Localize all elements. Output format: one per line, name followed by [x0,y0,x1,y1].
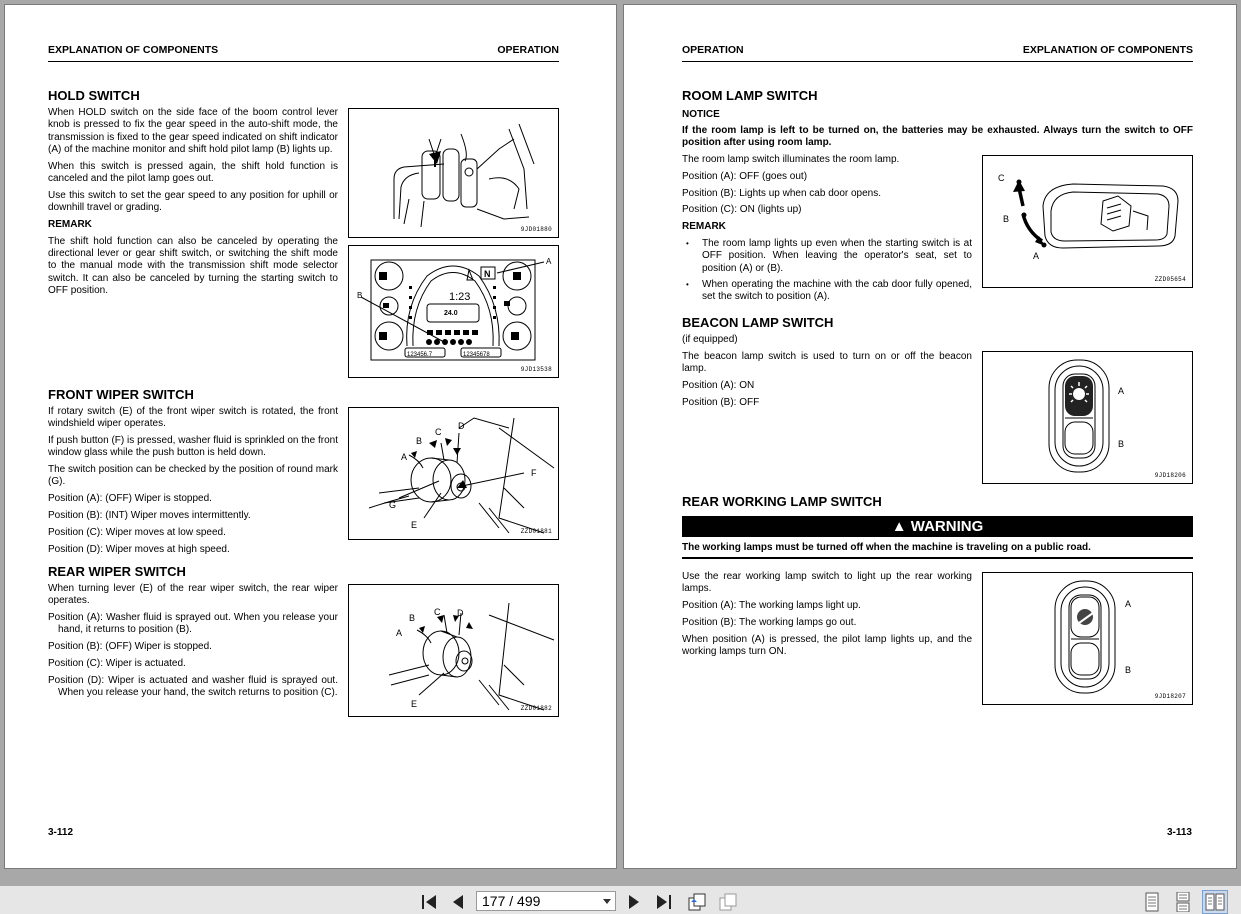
label-a: A [401,452,408,462]
label-d: D [457,608,464,618]
label-c: C [998,173,1005,183]
beacon-switch-drawing [983,352,1192,483]
label-a: A [1125,599,1132,609]
notice-label: NOTICE [682,109,720,120]
paragraph: Position (B): Lights up when cab door opens. [682,187,882,199]
rear-wiper-drawing [349,585,558,716]
paragraph: Position (A): OFF (goes out) [682,170,808,182]
paragraph: Position (C): ON (lights up) [682,204,802,216]
paragraph: When turning lever (E) of the rear wiper switch, the rear wiper operates. [48,583,338,607]
beacon-lamp-title: BEACON LAMP SWITCH [682,315,834,330]
label-b: B [1003,214,1010,224]
header-right: OPERATION [497,44,559,56]
next-page-button[interactable] [623,891,645,913]
label-c: C [435,427,442,437]
paragraph: If rotary switch (E) of the front wiper switch is rotated, the front windshield wiper operates. [48,406,338,430]
paragraph: Position (B): (INT) Wiper moves intermittently. [48,510,251,522]
last-page-icon [655,893,673,911]
page-number: 3-112 [48,827,74,838]
beacon-lamp-figure [982,351,1193,484]
room-lamp-drawing [983,156,1192,287]
header-left: OPERATION [682,44,744,56]
label-a: A [546,257,552,266]
single-page-icon [1144,892,1160,912]
list-item: • When operating the machine with the cab door fully opened, set the switch to position (A). [682,279,972,304]
prev-page-icon [449,893,467,911]
header-left: EXPLANATION OF COMPONENTS [48,44,219,56]
paragraph: Position (C): Wiper moves at low speed. [48,526,226,538]
left-page [4,4,617,869]
paragraph: The switch position can be checked by the position of round mark (G). [48,464,338,488]
paragraph: Position (A): (OFF) Wiper is stopped. [48,493,212,505]
paragraph: Use this switch to set the gear speed to any position for uphill or downhill travel or grading. [48,189,338,214]
label-b: B [1118,439,1125,449]
first-page-icon [420,893,438,911]
continuous-page-view-button[interactable] [1172,891,1194,913]
next-view-button[interactable] [717,891,739,913]
figure-code: ZZD05654 [1154,276,1186,283]
figure-code: 9JD01880 [520,226,552,233]
rear-wiper-text [48,583,338,704]
warning-text: The working lamps must be turned off when the machine is traveling on a public road. [682,542,1193,559]
prev-view-icon [687,892,707,912]
page-number: 3-113 [1166,827,1192,838]
label-n: N [484,269,491,279]
figure-code: 9JD13538 [520,366,552,373]
figure-code: ZZD01881 [520,528,552,535]
clock-readout: 1:23 [449,291,471,303]
label-a: A [1033,251,1040,261]
room-lamp-text [682,154,972,307]
odometer-2: 12345678 [463,352,490,358]
prev-page-button[interactable] [447,891,469,913]
beacon-lamp-text [682,334,972,413]
paragraph: When position (A) is pressed, the pilot lamp lights up, and the working lamps turn ON. [682,633,972,657]
front-wiper-text [48,406,338,560]
label-b: B [357,291,363,300]
remark-label: REMARK [48,218,92,230]
notice-text: If the room lamp is left to be turned on, the batteries may be exhausted. Always turn the switch to OFF position after using room lamp. [682,125,1193,149]
paragraph: The shift hold function can also be canceled by operating the directional lever or gear shift switch, or switching the shift mode to the manual mode with the transmission shift mode selector switch. It can also be canceled by turning the starting switch to OFF position. [48,235,338,296]
chevron-down-icon[interactable] [603,899,611,904]
front-wiper-figure [348,407,559,540]
rear-working-lamp-text [682,571,972,663]
continuous-page-icon [1175,892,1191,912]
next-page-icon [625,893,643,911]
working-lamp-switch-drawing [983,573,1192,704]
label-b: B [416,436,423,446]
rear-wiper-title: REAR WIPER SWITCH [48,564,186,579]
odometer-1: 123456.7 [407,352,433,358]
label-c: C [434,607,441,617]
paragraph: Position (B): (OFF) Wiper is stopped. [48,641,212,653]
list-item: • The room lamp lights up even when the starting switch is at OFF position. When leaving the operator's seat, set to position (A) or (B). [682,238,972,275]
facing-pages-icon [1205,893,1225,911]
paragraph: When this switch is pressed again, the shift hold function is canceled and the pilot lamp goes out. [48,160,338,184]
header-right: EXPLANATION OF COMPONENTS [1022,44,1193,56]
paragraph: The room lamp switch illuminates the room lamp. [682,154,900,165]
prev-view-button[interactable] [686,891,708,913]
next-view-icon [718,892,738,912]
label-a: A [396,628,403,638]
page-header [48,44,559,62]
label-e: E [411,520,418,530]
paragraph: Position (A): ON [682,379,755,391]
warning-banner [682,516,1193,537]
warning-label: WARNING [910,518,984,535]
figure-code: 9JD18206 [1154,472,1186,479]
label-b: B [1125,665,1132,675]
page-number-input[interactable] [476,891,616,911]
figure-code: 9JD18207 [1154,693,1186,700]
label-g: G [389,500,397,510]
paragraph: (if equipped) [682,334,738,345]
single-page-view-button[interactable] [1141,891,1163,913]
figure-code: ZZD01882 [520,705,552,712]
paragraph: Position (B): The working lamps go out. [682,616,857,628]
room-lamp-title: ROOM LAMP SWITCH [682,88,818,103]
lever-knob-drawing [349,109,558,237]
paragraph: When HOLD switch on the side face of the boom control lever knob is pressed to fix the gear speed in the auto-shift mode, the transmission is fixed to the gear speed indicated on shift indicator (A) of the machine monitor and shift hold pilot lamp (B) lights up. [48,107,338,155]
rear-wiper-figure [348,584,559,717]
room-lamp-figure [982,155,1193,288]
machine-monitor-figure [348,245,559,378]
paragraph: The beacon lamp switch is used to turn on or off the beacon lamp. [682,350,972,375]
paragraph: Position (A): Washer fluid is sprayed out. When you release your hand, it returns to position (B). [48,612,338,636]
front-wiper-title: FRONT WIPER SWITCH [48,387,194,402]
paragraph: Position (D): Wiper is actuated and washer fluid is sprayed out. When you release your hand, the switch returns to position (C). [48,674,338,699]
paragraph: Position (A): The working lamps light up. [682,600,861,612]
paragraph: Position (B): OFF [682,396,760,408]
label-b: B [409,613,416,623]
label-e: E [411,699,418,709]
facing-pages-view-button[interactable] [1202,890,1228,914]
machine-monitor-drawing [349,246,558,377]
first-page-button[interactable] [418,891,440,913]
paragraph: If push button (F) is pressed, washer fluid is sprinkled on the front window glass while the push button is held down. [48,435,338,459]
hold-switch-lever-figure [348,108,559,238]
label-f: F [531,468,537,478]
remark-list [682,238,972,303]
front-wiper-drawing [349,408,558,539]
remark-label: REMARK [682,221,726,233]
paragraph: Position (C): Wiper is actuated. [48,657,186,669]
rear-working-lamp-title: REAR WORKING LAMP SWITCH [682,494,882,509]
hold-switch-text [48,107,338,302]
warning-icon: ▲ [891,518,907,535]
viewer-toolbar [0,886,1241,914]
speed-readout: 24.0 [444,310,458,317]
hold-switch-title: HOLD SWITCH [48,88,140,103]
page-header [682,44,1193,62]
paragraph: Position (D): Wiper moves at high speed. [48,543,230,555]
paragraph: Use the rear working lamp switch to light up the rear working lamps. [682,571,972,595]
right-page [623,4,1237,869]
page-indicator: 177 / 499 [482,893,541,909]
rear-working-lamp-figure [982,572,1193,705]
label-a: A [1118,386,1125,396]
last-page-button[interactable] [653,891,675,913]
label-d: D [458,421,465,431]
